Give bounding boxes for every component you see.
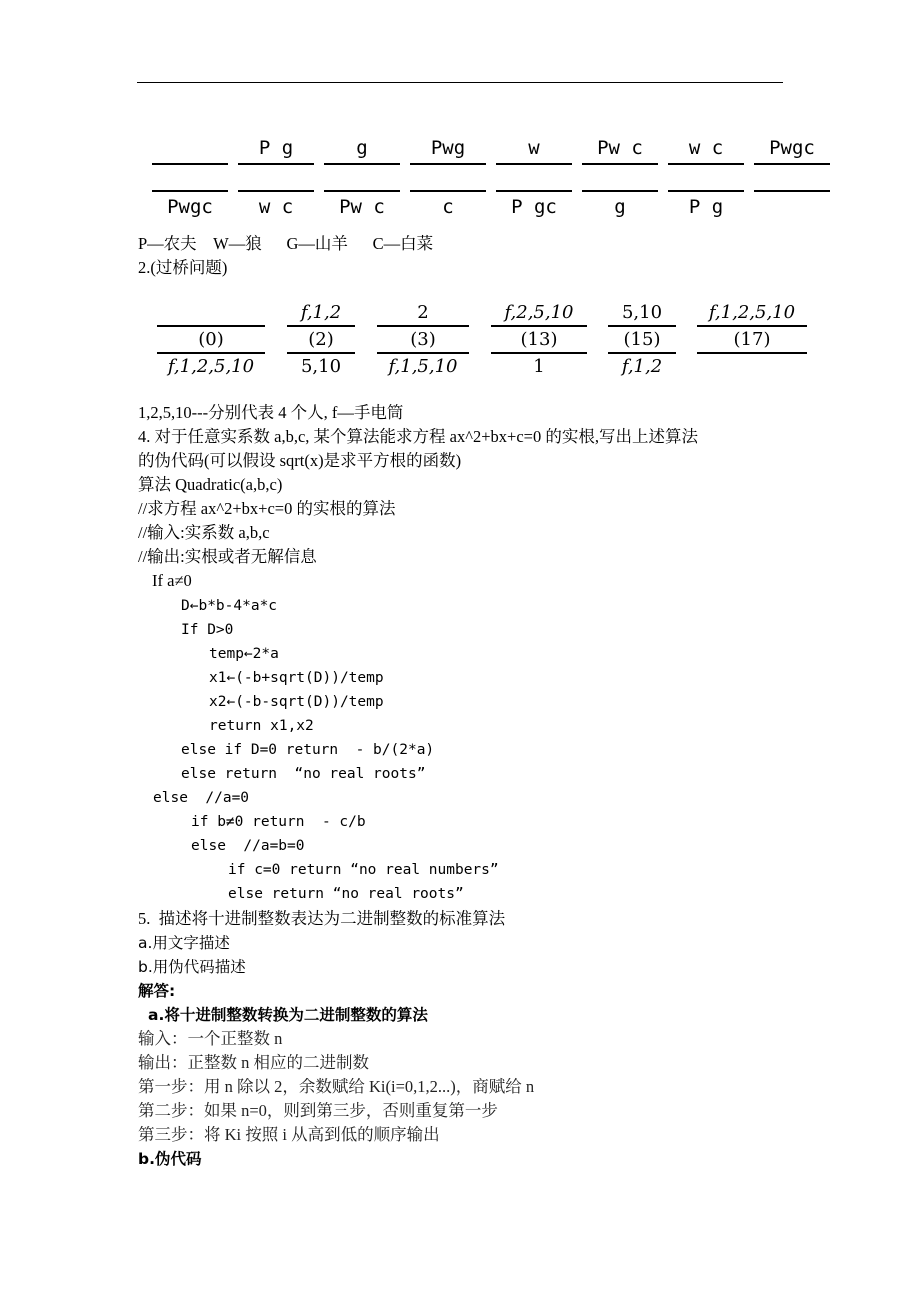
q5-step-1: 第一步：用 n 除以 2，余数赋给 Ki(i=0,1,2...)，商赋给 n: [138, 1077, 535, 1096]
bridge-bottom-label: f,1,5,10: [388, 356, 458, 377]
code-line: x2←(-b-sqrt(D))/temp: [209, 694, 384, 710]
q4-comment-purpose: //求方程 ax^2+bx+c=0 的实根的算法: [138, 499, 396, 518]
state-bottom-cell: Pwgc: [152, 190, 228, 222]
q5-input: 输入：一个正整数 n: [138, 1029, 283, 1048]
state-top-cell: g: [324, 133, 400, 165]
bridge-step-label: (0): [157, 325, 265, 354]
q4-line-2: 的伪代码(可以假设 sqrt(x)是求平方根的函数): [138, 451, 462, 470]
bridge-title: 2.(过桥问题): [138, 258, 228, 277]
bridge-top-label: [157, 300, 265, 325]
river-state-top-row: [0, 133, 920, 163]
q5-title: 5. 描述将十进制整数表达为二进制整数的标准算法: [138, 909, 506, 928]
q5-b-title: b.伪代码: [138, 1150, 202, 1168]
bridge-top-label: f,2,5,10: [504, 302, 574, 323]
river-legend: P—农夫 W—狼 G—山羊 C—白菜: [138, 234, 434, 253]
header-rule: [137, 82, 783, 83]
q5-answer-label: 解答:: [138, 982, 176, 1000]
river-state-bottom-row: [0, 190, 920, 220]
state-bottom-cell: c: [410, 190, 486, 222]
bridge-step-label: (3): [377, 325, 469, 354]
q4-algorithm-name: 算法 Quadratic(a,b,c): [138, 475, 283, 494]
state-top-cell: [152, 133, 228, 165]
bridge-step-label: (15): [608, 325, 676, 354]
bridge-top-label: f,1,2,5,10: [708, 302, 796, 323]
state-top-cell: w c: [668, 133, 744, 165]
code-line: else //a=b=0: [191, 838, 305, 854]
code-line: if b≠0 return - c/b: [191, 814, 366, 830]
code-line: temp←2*a: [209, 646, 279, 662]
state-bottom-cell: g: [582, 190, 658, 222]
state-bottom-cell: w c: [238, 190, 314, 222]
state-bottom-cell: [754, 190, 830, 222]
bridge-top-label: 5,10: [621, 302, 663, 323]
bridge-note: 1,2,5,10---分别代表 4 个人, f—手电筒: [138, 403, 404, 422]
state-bottom-cell: P g: [668, 190, 744, 222]
bridge-state-3: [377, 300, 469, 379]
bridge-top-label: f,1,2: [300, 302, 342, 323]
state-bottom-cell: P gc: [496, 190, 572, 222]
code-line: D←b*b-4*a*c: [181, 598, 278, 614]
code-line: else //a=0: [153, 790, 250, 806]
state-top-cell: Pwgc: [754, 133, 830, 165]
bridge-bottom-label: f,1,2,5,10: [167, 356, 255, 377]
state-top-cell: Pw c: [582, 133, 658, 165]
code-line: if c=0 return “no real numbers”: [228, 862, 499, 878]
q5-output: 输出：正整数 n 相应的二进制数: [138, 1053, 369, 1072]
bridge-state-2: [287, 300, 355, 379]
bridge-step-label: (2): [287, 325, 355, 354]
bridge-bottom-label: f,1,2: [621, 356, 663, 377]
code-line: else if D=0 return - b/(2*a): [181, 742, 435, 758]
bridge-bottom-label: [697, 354, 807, 379]
bridge-state-17: [697, 300, 807, 379]
state-top-cell: Pwg: [410, 133, 486, 165]
q5-step-3: 第三步：将 Ki 按照 i 从高到低的顺序输出: [138, 1125, 440, 1144]
q4-comment-input: //输入:实系数 a,b,c: [138, 523, 270, 542]
bridge-state-15: [608, 300, 676, 379]
bridge-bottom-label: 1: [533, 356, 545, 377]
code-line: else return “no real roots”: [181, 766, 426, 782]
code-line: If D>0: [181, 622, 234, 638]
bridge-state-0: [157, 300, 265, 379]
code-line: else return “no real roots”: [228, 886, 464, 902]
q5-a-title: a.将十进制整数转换为二进制整数的算法: [148, 1006, 428, 1024]
code-line: return x1,x2: [209, 718, 314, 734]
q5-part-b: b.用伪代码描述: [138, 958, 246, 976]
q5-step-2: 第二步：如果 n=0，则到第三步，否则重复第一步: [138, 1101, 498, 1120]
state-top-cell: P g: [238, 133, 314, 165]
bridge-top-label: 2: [417, 302, 429, 323]
q4-comment-output: //输出:实根或者无解信息: [138, 547, 317, 566]
bridge-state-13: [491, 300, 587, 379]
state-bottom-cell: Pw c: [324, 190, 400, 222]
q4-if-a: If a≠0: [152, 571, 192, 590]
bridge-bottom-label: 5,10: [300, 356, 342, 377]
code-line: x1←(-b+sqrt(D))/temp: [209, 670, 384, 686]
bridge-step-label: (17): [697, 325, 807, 354]
bridge-step-label: (13): [491, 325, 587, 354]
q5-part-a: a.用文字描述: [138, 934, 230, 952]
state-top-cell: w: [496, 133, 572, 165]
q4-line-1: 4. 对于任意实系数 a,b,c, 某个算法能求方程 ax^2+bx+c=0 的实根,写出上述算法: [138, 427, 698, 446]
